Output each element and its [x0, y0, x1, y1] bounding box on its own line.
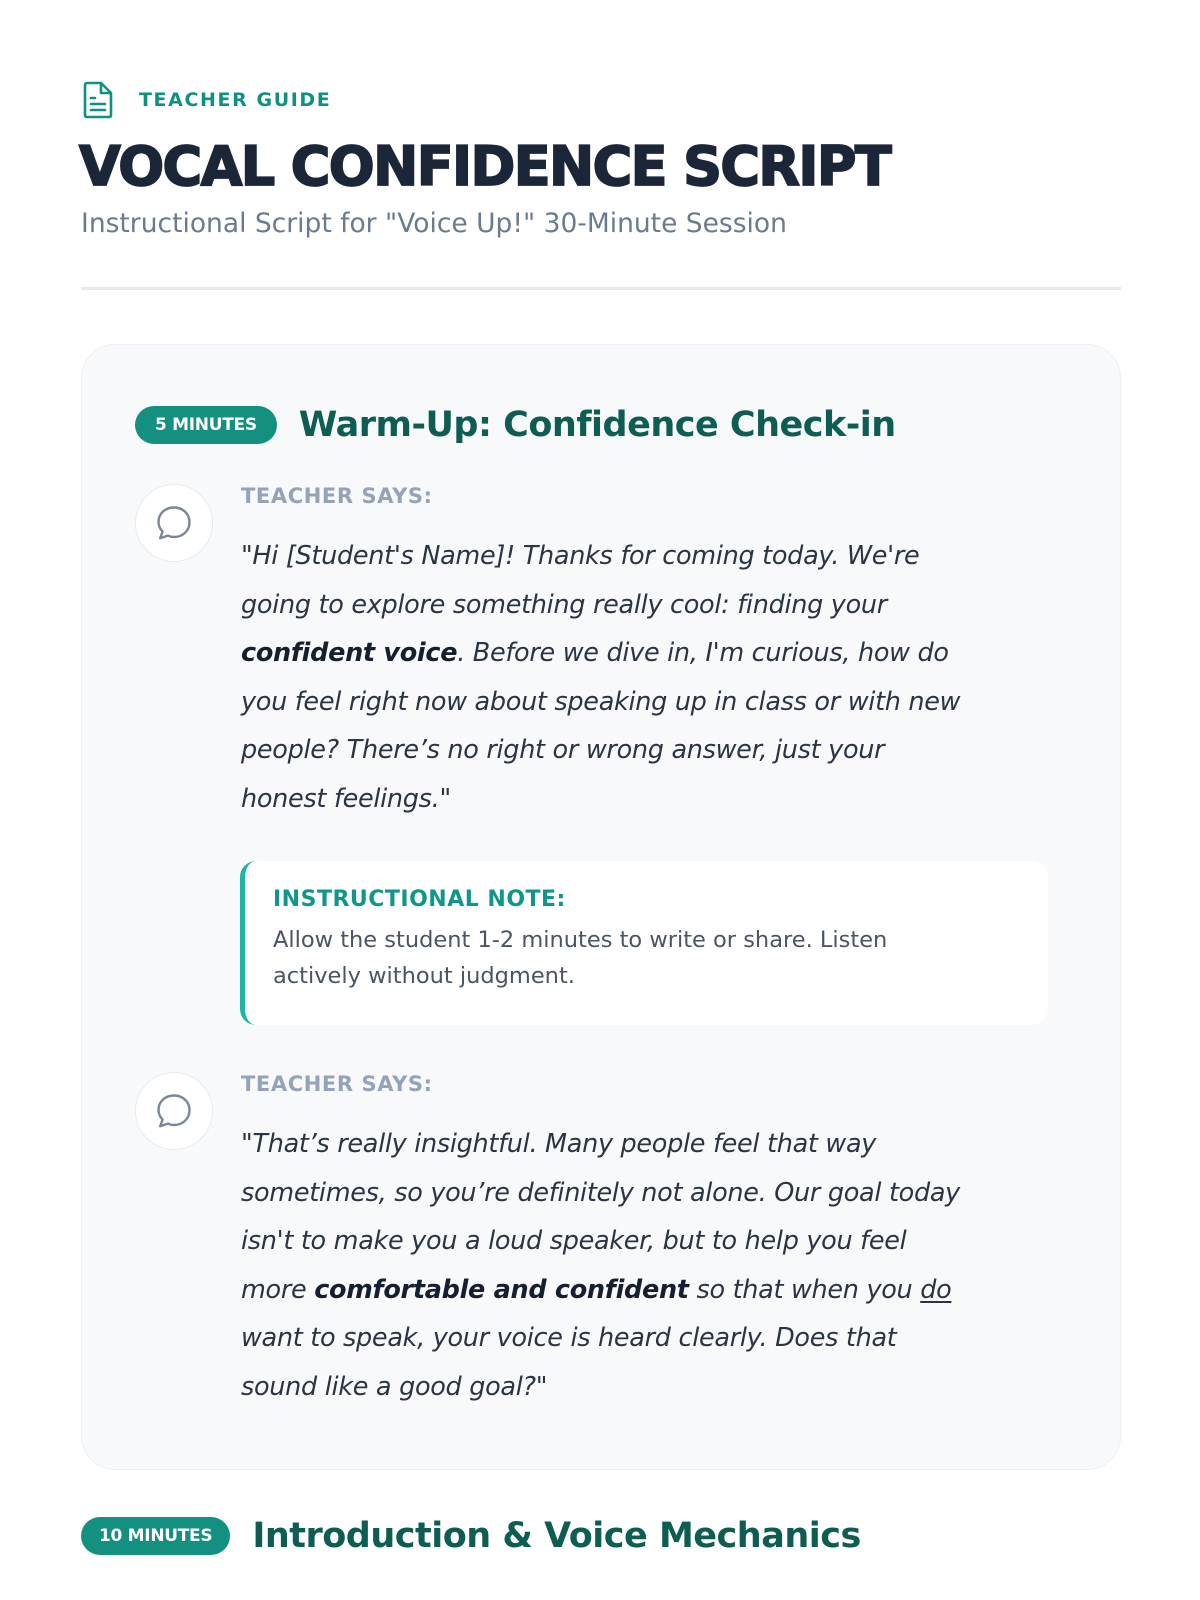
- note-text: [273, 922, 1020, 994]
- section-card-warm-up: [81, 344, 1121, 1470]
- header-divider: [81, 287, 1121, 290]
- quote-line: honest feelings.": [241, 783, 451, 814]
- section-header: [81, 1516, 861, 1556]
- quote-line: people? There’s no right or wrong answer, just your: [241, 735, 885, 765]
- quote-line: confident voice. Before we dive in, I'm curious, how do: [241, 638, 949, 668]
- underlined-text: do: [920, 1274, 952, 1305]
- duration-badge: 10 MINUTES: [81, 1517, 230, 1555]
- section-header: [135, 405, 896, 445]
- quote-line: "That’s really insightful. Many people feel that way: [241, 1129, 877, 1159]
- quote-line: isn't to make you a loud speaker, but to help you feel: [241, 1226, 907, 1256]
- page-title: VOCAL CONFIDENCE SCRIPT: [79, 135, 891, 198]
- speech-bubble-icon: [135, 484, 213, 562]
- section-title: Introduction & Voice Mechanics: [252, 1516, 861, 1556]
- duration-badge: 5 MINUTES: [135, 406, 277, 444]
- quote-line: going to explore something really cool: finding your: [241, 589, 887, 620]
- teacher-says-block: [135, 1072, 1065, 1402]
- eyebrow: [81, 80, 331, 120]
- section-title: Warm-Up: Confidence Check-in: [298, 405, 896, 445]
- speech-bubble-icon: [135, 1072, 213, 1150]
- quote-line: you feel right now about speaking up in class or with new: [241, 686, 961, 717]
- note-text-line: actively without judgment.: [273, 963, 575, 989]
- teacher-says-label: TEACHER SAYS:: [241, 1072, 433, 1096]
- note-label: INSTRUCTIONAL NOTE:: [273, 887, 566, 912]
- quote-line: "Hi [Student's Name]! Thanks for coming today. We're: [241, 541, 920, 571]
- note-text-line: Allow the student 1-2 minutes to write or share. Listen: [273, 927, 888, 953]
- teacher-guide-page: [81, 0, 1121, 1600]
- quote-line: more comfortable and confident so that when you do: [241, 1274, 952, 1305]
- emphasis-text: confident voice: [241, 638, 458, 668]
- teacher-quote: [241, 532, 1061, 823]
- quote-line: sometimes, so you’re definitely not alone. Our goal today: [241, 1177, 960, 1208]
- page-subtitle: Instructional Script for "Voice Up!" 30-Minute Session: [81, 208, 787, 239]
- emphasis-text: comfortable and confident: [314, 1274, 689, 1305]
- teacher-says-block: [135, 484, 1065, 814]
- document-icon: [81, 80, 121, 120]
- instructional-note: [240, 861, 1048, 1025]
- teacher-says-label: TEACHER SAYS:: [241, 484, 433, 508]
- quote-line: want to speak, your voice is heard clearly. Does that: [241, 1323, 897, 1353]
- quote-line: sound like a good goal?": [241, 1371, 548, 1402]
- teacher-quote: [241, 1120, 1061, 1411]
- eyebrow-label: TEACHER GUIDE: [139, 89, 332, 111]
